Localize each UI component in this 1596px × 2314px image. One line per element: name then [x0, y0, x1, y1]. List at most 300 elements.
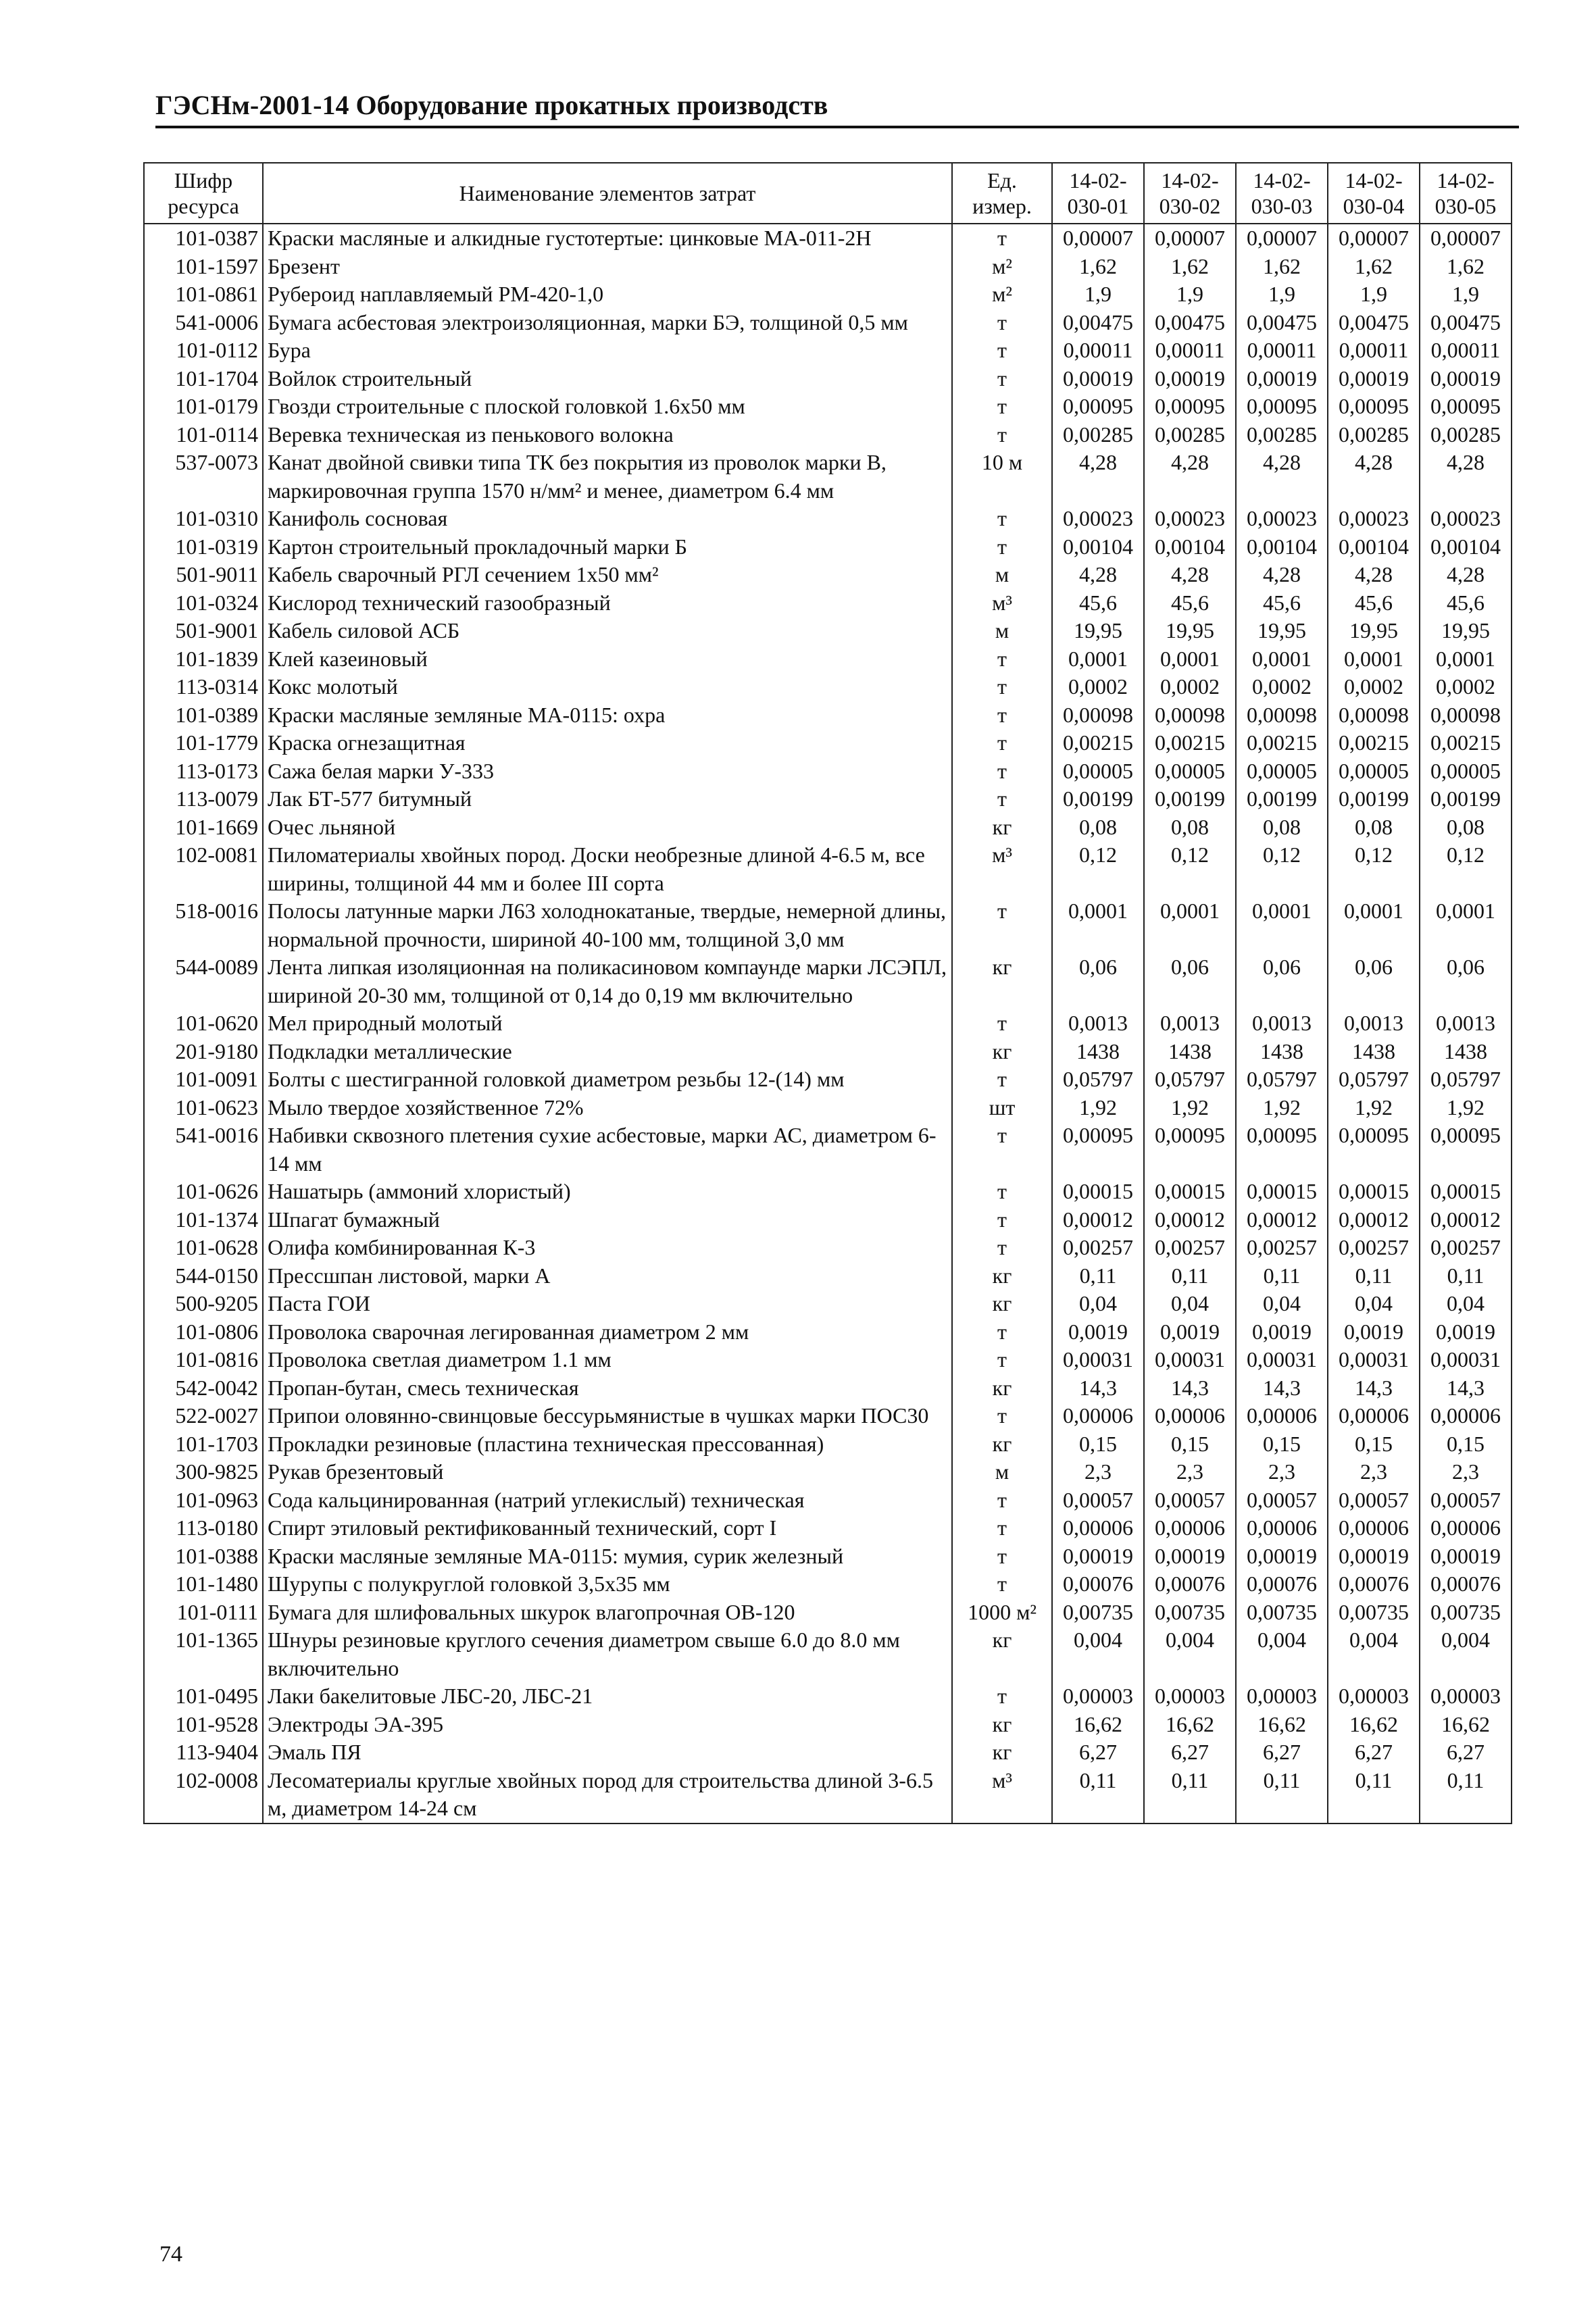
- value-cell-030-05: 0,08: [1420, 813, 1512, 842]
- value-cell-030-04: 0,00057: [1328, 1486, 1420, 1515]
- value-cell-030-01: 1,62: [1052, 253, 1144, 281]
- resource-code-cell: 101-1365: [144, 1626, 263, 1682]
- value-cell-030-03: 0,11: [1236, 1262, 1328, 1290]
- value-cell-030-02: 2,3: [1144, 1458, 1236, 1486]
- resource-name-cell: Олифа комбинированная К-3: [263, 1234, 952, 1262]
- value-cell-030-02: 0,06: [1144, 953, 1236, 1009]
- table-row: [144, 1346, 1512, 1374]
- resource-name-cell: Мыло твердое хозяйственное 72%: [263, 1094, 952, 1122]
- unit-cell: т: [952, 785, 1052, 813]
- value-cell-030-03: 0,00006: [1236, 1514, 1328, 1542]
- table-row: [144, 1486, 1512, 1515]
- table-row: [144, 1094, 1512, 1122]
- value-cell-030-01: 4,28: [1052, 449, 1144, 505]
- value-cell-030-04: 0,0002: [1328, 673, 1420, 701]
- value-cell-030-01: 0,00006: [1052, 1514, 1144, 1542]
- unit-cell: кг: [952, 1430, 1052, 1459]
- value-cell-030-05: 0,15: [1420, 1430, 1512, 1459]
- table-body: [144, 224, 1512, 1823]
- resource-code-cell: 101-1779: [144, 729, 263, 757]
- value-cell-030-01: 6,27: [1052, 1738, 1144, 1767]
- resource-code-cell: 101-0114: [144, 421, 263, 449]
- value-cell-030-04: 0,00012: [1328, 1206, 1420, 1234]
- value-cell-030-02: 0,15: [1144, 1430, 1236, 1459]
- value-cell-030-05: 14,3: [1420, 1374, 1512, 1403]
- resource-code-cell: 501-9001: [144, 617, 263, 645]
- resource-name-cell: Сода кальцинированная (натрий углекислый) техническая: [263, 1486, 952, 1515]
- value-cell-030-01: 0,12: [1052, 841, 1144, 897]
- column-header-030-05: 14-02-030-05: [1420, 163, 1512, 224]
- value-cell-030-05: 0,004: [1420, 1626, 1512, 1682]
- value-cell-030-01: 4,28: [1052, 561, 1144, 589]
- value-cell-030-03: 0,00095: [1236, 1122, 1328, 1178]
- table-row: [144, 729, 1512, 757]
- unit-cell: кг: [952, 1374, 1052, 1403]
- value-cell-030-04: 0,0001: [1328, 645, 1420, 674]
- resource-code-cell: 101-0324: [144, 589, 263, 618]
- value-cell-030-05: 0,00007: [1420, 224, 1512, 253]
- value-cell-030-03: 0,00003: [1236, 1682, 1328, 1711]
- table-row: [144, 1178, 1512, 1206]
- resource-code-cell: 113-0314: [144, 673, 263, 701]
- unit-cell: т: [952, 1346, 1052, 1374]
- value-cell-030-01: 0,08: [1052, 813, 1144, 842]
- value-cell-030-02: 16,62: [1144, 1711, 1236, 1739]
- unit-cell: кг: [952, 1626, 1052, 1682]
- value-cell-030-03: 0,0001: [1236, 897, 1328, 953]
- value-cell-030-04: 0,00007: [1328, 224, 1420, 253]
- value-cell-030-02: 0,04: [1144, 1290, 1236, 1318]
- value-cell-030-05: 0,11: [1420, 1767, 1512, 1823]
- value-cell-030-05: 0,00098: [1420, 701, 1512, 730]
- value-cell-030-04: 0,00199: [1328, 785, 1420, 813]
- resource-name-cell: Прокладки резиновые (пластина техническая прессованная): [263, 1430, 952, 1459]
- value-cell-030-01: 0,00019: [1052, 365, 1144, 393]
- value-cell-030-05: 0,00015: [1420, 1178, 1512, 1206]
- table-row: [144, 505, 1512, 533]
- value-cell-030-05: 0,00003: [1420, 1682, 1512, 1711]
- unit-cell: т: [952, 421, 1052, 449]
- value-cell-030-04: 2,3: [1328, 1458, 1420, 1486]
- value-cell-030-01: 0,00076: [1052, 1570, 1144, 1599]
- table-row: [144, 1318, 1512, 1347]
- value-cell-030-04: 1,92: [1328, 1094, 1420, 1122]
- value-cell-030-01: 0,00257: [1052, 1234, 1144, 1262]
- value-cell-030-03: 4,28: [1236, 449, 1328, 505]
- value-cell-030-05: 1,92: [1420, 1094, 1512, 1122]
- column-header-name: Наименование элементов затрат: [263, 163, 952, 224]
- value-cell-030-04: 0,004: [1328, 1626, 1420, 1682]
- unit-cell: кг: [952, 1711, 1052, 1739]
- resource-code-cell: 101-1669: [144, 813, 263, 842]
- value-cell-030-03: 0,05797: [1236, 1065, 1328, 1094]
- resource-code-cell: 101-0319: [144, 533, 263, 561]
- unit-cell: 1000 м²: [952, 1599, 1052, 1627]
- value-cell-030-01: 0,00475: [1052, 309, 1144, 337]
- value-cell-030-03: 4,28: [1236, 561, 1328, 589]
- value-cell-030-02: 0,00285: [1144, 421, 1236, 449]
- value-cell-030-04: 0,11: [1328, 1767, 1420, 1823]
- table-row: [144, 1542, 1512, 1571]
- value-cell-030-02: 0,00005: [1144, 757, 1236, 786]
- table-row: [144, 1711, 1512, 1739]
- value-cell-030-03: 0,00031: [1236, 1346, 1328, 1374]
- resource-code-cell: 500-9205: [144, 1290, 263, 1318]
- unit-cell: шт: [952, 1094, 1052, 1122]
- resource-code-cell: 542-0042: [144, 1374, 263, 1403]
- value-cell-030-01: 0,11: [1052, 1767, 1144, 1823]
- value-cell-030-03: 16,62: [1236, 1711, 1328, 1739]
- value-cell-030-04: 1,9: [1328, 280, 1420, 309]
- resource-name-cell: Лаки бакелитовые ЛБС-20, ЛБС-21: [263, 1682, 952, 1711]
- resource-code-cell: 544-0089: [144, 953, 263, 1009]
- resource-code-cell: 101-0387: [144, 224, 263, 253]
- value-cell-030-02: 1,62: [1144, 253, 1236, 281]
- unit-cell: м²: [952, 253, 1052, 281]
- value-cell-030-02: 0,0013: [1144, 1009, 1236, 1038]
- resource-code-cell: 518-0016: [144, 897, 263, 953]
- value-cell-030-05: 0,04: [1420, 1290, 1512, 1318]
- value-cell-030-04: 0,06: [1328, 953, 1420, 1009]
- value-cell-030-04: 0,00104: [1328, 533, 1420, 561]
- unit-cell: м: [952, 1458, 1052, 1486]
- table-row: [144, 953, 1512, 1009]
- value-cell-030-03: 1,62: [1236, 253, 1328, 281]
- resource-name-cell: Пиломатериалы хвойных пород. Доски необрезные длиной 4-6.5 м, все ширины, толщиной 44 мм и более III сорта: [263, 841, 952, 897]
- value-cell-030-02: 0,0019: [1144, 1318, 1236, 1347]
- resource-code-cell: 537-0073: [144, 449, 263, 505]
- value-cell-030-03: 0,00007: [1236, 224, 1328, 253]
- value-cell-030-03: 6,27: [1236, 1738, 1328, 1767]
- value-cell-030-04: 0,00031: [1328, 1346, 1420, 1374]
- value-cell-030-04: 19,95: [1328, 617, 1420, 645]
- unit-cell: т: [952, 336, 1052, 365]
- value-cell-030-03: 0,00005: [1236, 757, 1328, 786]
- value-cell-030-03: 0,00199: [1236, 785, 1328, 813]
- column-header-030-04: 14-02-030-04: [1328, 163, 1420, 224]
- table-row: [144, 336, 1512, 365]
- unit-cell: т: [952, 701, 1052, 730]
- value-cell-030-01: 0,0013: [1052, 1009, 1144, 1038]
- header-rule: [155, 126, 1519, 128]
- table-row: [144, 589, 1512, 618]
- value-cell-030-04: 0,0013: [1328, 1009, 1420, 1038]
- value-cell-030-04: 0,00257: [1328, 1234, 1420, 1262]
- resource-code-cell: 101-1703: [144, 1430, 263, 1459]
- value-cell-030-05: 45,6: [1420, 589, 1512, 618]
- resource-code-cell: 113-0173: [144, 757, 263, 786]
- value-cell-030-04: 16,62: [1328, 1711, 1420, 1739]
- table-row: [144, 1682, 1512, 1711]
- resource-name-cell: Краски масляные земляные МА-0115: охра: [263, 701, 952, 730]
- value-cell-030-03: 0,00019: [1236, 1542, 1328, 1571]
- unit-cell: кг: [952, 1290, 1052, 1318]
- value-cell-030-05: 0,00215: [1420, 729, 1512, 757]
- unit-cell: т: [952, 1682, 1052, 1711]
- table-row: [144, 757, 1512, 786]
- value-cell-030-02: 0,004: [1144, 1626, 1236, 1682]
- resource-code-cell: 101-1480: [144, 1570, 263, 1599]
- unit-cell: кг: [952, 953, 1052, 1009]
- table-row: [144, 421, 1512, 449]
- value-cell-030-03: 0,00215: [1236, 729, 1328, 757]
- resource-name-cell: Веревка техническая из пенькового волокна: [263, 421, 952, 449]
- table-row: [144, 1767, 1512, 1823]
- resource-name-cell: Кабель силовой АСБ: [263, 617, 952, 645]
- value-cell-030-02: 0,05797: [1144, 1065, 1236, 1094]
- value-cell-030-02: 0,00006: [1144, 1402, 1236, 1430]
- value-cell-030-02: 0,12: [1144, 841, 1236, 897]
- resource-name-cell: Набивки сквозного плетения сухие асбестовые, марки АС, диаметром 6-14 мм: [263, 1122, 952, 1178]
- value-cell-030-03: 0,00475: [1236, 309, 1328, 337]
- value-cell-030-01: 0,00095: [1052, 1122, 1144, 1178]
- value-cell-030-03: 0,00019: [1236, 365, 1328, 393]
- value-cell-030-04: 0,0001: [1328, 897, 1420, 953]
- unit-cell: т: [952, 729, 1052, 757]
- resource-code-cell: 101-1597: [144, 253, 263, 281]
- unit-cell: кг: [952, 1738, 1052, 1767]
- table-row: [144, 785, 1512, 813]
- resource-code-cell: 501-9011: [144, 561, 263, 589]
- unit-cell: т: [952, 393, 1052, 421]
- value-cell-030-03: 0,00057: [1236, 1486, 1328, 1515]
- resource-name-cell: Бумага для шлифовальных шкурок влагопрочная ОВ-120: [263, 1599, 952, 1627]
- value-cell-030-03: 1,9: [1236, 280, 1328, 309]
- unit-cell: 10 м: [952, 449, 1052, 505]
- value-cell-030-02: 19,95: [1144, 617, 1236, 645]
- value-cell-030-04: 0,00003: [1328, 1682, 1420, 1711]
- value-cell-030-02: 0,00095: [1144, 1122, 1236, 1178]
- value-cell-030-03: 0,0019: [1236, 1318, 1328, 1347]
- value-cell-030-05: 0,00006: [1420, 1402, 1512, 1430]
- table-row: [144, 309, 1512, 337]
- value-cell-030-04: 0,00015: [1328, 1178, 1420, 1206]
- value-cell-030-02: 0,00098: [1144, 701, 1236, 730]
- value-cell-030-03: 0,00098: [1236, 701, 1328, 730]
- value-cell-030-02: 0,00031: [1144, 1346, 1236, 1374]
- resource-code-cell: 101-0091: [144, 1065, 263, 1094]
- value-cell-030-03: 19,95: [1236, 617, 1328, 645]
- table-row: [144, 897, 1512, 953]
- value-cell-030-03: 0,00257: [1236, 1234, 1328, 1262]
- unit-cell: т: [952, 1402, 1052, 1430]
- value-cell-030-03: 1,92: [1236, 1094, 1328, 1122]
- resource-code-cell: 541-0016: [144, 1122, 263, 1178]
- value-cell-030-02: 0,0002: [1144, 673, 1236, 701]
- column-header-030-03: 14-02-030-03: [1236, 163, 1328, 224]
- resource-name-cell: Брезент: [263, 253, 952, 281]
- value-cell-030-01: 0,00015: [1052, 1178, 1144, 1206]
- resource-name-cell: Нашатырь (аммоний хлористый): [263, 1178, 952, 1206]
- value-cell-030-03: 45,6: [1236, 589, 1328, 618]
- value-cell-030-05: 1,9: [1420, 280, 1512, 309]
- resource-name-cell: Шпагат бумажный: [263, 1206, 952, 1234]
- value-cell-030-05: 0,05797: [1420, 1065, 1512, 1094]
- unit-cell: м: [952, 617, 1052, 645]
- value-cell-030-03: 1438: [1236, 1038, 1328, 1066]
- value-cell-030-01: 0,05797: [1052, 1065, 1144, 1094]
- unit-cell: т: [952, 309, 1052, 337]
- value-cell-030-01: 0,00057: [1052, 1486, 1144, 1515]
- value-cell-030-01: 0,00098: [1052, 701, 1144, 730]
- unit-cell: т: [952, 1486, 1052, 1515]
- value-cell-030-04: 0,00011: [1328, 336, 1420, 365]
- table-row: [144, 1122, 1512, 1178]
- column-header-unit: Ед. измер.: [952, 163, 1052, 224]
- value-cell-030-02: 0,00003: [1144, 1682, 1236, 1711]
- value-cell-030-05: 0,00076: [1420, 1570, 1512, 1599]
- value-cell-030-05: 0,00023: [1420, 505, 1512, 533]
- value-cell-030-05: 2,3: [1420, 1458, 1512, 1486]
- value-cell-030-04: 0,05797: [1328, 1065, 1420, 1094]
- value-cell-030-05: 0,00019: [1420, 365, 1512, 393]
- value-cell-030-02: 0,00015: [1144, 1178, 1236, 1206]
- value-cell-030-05: 0,0001: [1420, 897, 1512, 953]
- resource-name-cell: Полосы латунные марки Л63 холоднокатаные, твердые, немерной длины, нормальной прочности, шириной 40-100 мм, толщиной 3,0 мм: [263, 897, 952, 953]
- unit-cell: т: [952, 505, 1052, 533]
- value-cell-030-01: 0,00007: [1052, 224, 1144, 253]
- value-cell-030-01: 16,62: [1052, 1711, 1144, 1739]
- value-cell-030-01: 0,00006: [1052, 1402, 1144, 1430]
- resource-name-cell: Канифоль сосновая: [263, 505, 952, 533]
- value-cell-030-04: 0,00019: [1328, 1542, 1420, 1571]
- resource-name-cell: Краски масляные и алкидные густотертые: цинковые МА-011-2Н: [263, 224, 952, 253]
- table-row: [144, 449, 1512, 505]
- resource-code-cell: 101-0495: [144, 1682, 263, 1711]
- table-row: [144, 561, 1512, 589]
- unit-cell: м³: [952, 1767, 1052, 1823]
- value-cell-030-01: 0,004: [1052, 1626, 1144, 1682]
- value-cell-030-02: 4,28: [1144, 561, 1236, 589]
- value-cell-030-03: 0,00023: [1236, 505, 1328, 533]
- value-cell-030-03: 0,00012: [1236, 1206, 1328, 1234]
- value-cell-030-03: 0,11: [1236, 1767, 1328, 1823]
- unit-cell: кг: [952, 1262, 1052, 1290]
- table-row: [144, 617, 1512, 645]
- resource-code-cell: 101-0389: [144, 701, 263, 730]
- value-cell-030-02: 14,3: [1144, 1374, 1236, 1403]
- value-cell-030-05: 0,00199: [1420, 785, 1512, 813]
- resource-code-cell: 101-1839: [144, 645, 263, 674]
- value-cell-030-05: 0,00006: [1420, 1514, 1512, 1542]
- value-cell-030-03: 0,0001: [1236, 645, 1328, 674]
- table-row: [144, 701, 1512, 730]
- table-row: [144, 1402, 1512, 1430]
- page-title: ГЭСНм-2001-14 Оборудование прокатных производств: [155, 90, 828, 120]
- resource-name-cell: Эмаль ПЯ: [263, 1738, 952, 1767]
- value-cell-030-05: 0,00019: [1420, 1542, 1512, 1571]
- unit-cell: т: [952, 897, 1052, 953]
- unit-cell: т: [952, 757, 1052, 786]
- unit-cell: т: [952, 1178, 1052, 1206]
- value-cell-030-03: 0,004: [1236, 1626, 1328, 1682]
- table-row: [144, 253, 1512, 281]
- table-row: [144, 673, 1512, 701]
- value-cell-030-04: 6,27: [1328, 1738, 1420, 1767]
- resource-code-cell: 101-0806: [144, 1318, 263, 1347]
- resource-name-cell: Лак БТ-577 битумный: [263, 785, 952, 813]
- value-cell-030-05: 4,28: [1420, 561, 1512, 589]
- value-cell-030-03: 0,00006: [1236, 1402, 1328, 1430]
- value-cell-030-02: 0,00023: [1144, 505, 1236, 533]
- table-header-row: [144, 163, 1512, 224]
- value-cell-030-01: 0,00735: [1052, 1599, 1144, 1627]
- resource-name-cell: Сажа белая марки У-333: [263, 757, 952, 786]
- value-cell-030-04: 0,11: [1328, 1262, 1420, 1290]
- value-cell-030-03: 0,12: [1236, 841, 1328, 897]
- resource-name-cell: Кислород технический газообразный: [263, 589, 952, 618]
- value-cell-030-03: 0,08: [1236, 813, 1328, 842]
- value-cell-030-05: 0,00257: [1420, 1234, 1512, 1262]
- value-cell-030-02: 0,00006: [1144, 1514, 1236, 1542]
- unit-cell: т: [952, 645, 1052, 674]
- value-cell-030-02: 0,0001: [1144, 897, 1236, 953]
- unit-cell: м³: [952, 841, 1052, 897]
- resource-code-cell: 101-0388: [144, 1542, 263, 1571]
- unit-cell: т: [952, 1542, 1052, 1571]
- value-cell-030-02: 0,11: [1144, 1262, 1236, 1290]
- value-cell-030-05: 0,00285: [1420, 421, 1512, 449]
- resource-name-cell: Проволока светлая диаметром 1.1 мм: [263, 1346, 952, 1374]
- value-cell-030-02: 0,08: [1144, 813, 1236, 842]
- value-cell-030-05: 0,00057: [1420, 1486, 1512, 1515]
- table-row: [144, 1290, 1512, 1318]
- value-cell-030-02: 0,00007: [1144, 224, 1236, 253]
- resource-name-cell: Мел природный молотый: [263, 1009, 952, 1038]
- resource-name-cell: Шнуры резиновые круглого сечения диаметром свыше 6.0 до 8.0 мм включительно: [263, 1626, 952, 1682]
- value-cell-030-05: 0,12: [1420, 841, 1512, 897]
- value-cell-030-01: 0,00285: [1052, 421, 1144, 449]
- value-cell-030-02: 0,0001: [1144, 645, 1236, 674]
- value-cell-030-01: 0,00011: [1052, 336, 1144, 365]
- value-cell-030-03: 0,00011: [1236, 336, 1328, 365]
- value-cell-030-02: 0,00095: [1144, 393, 1236, 421]
- unit-cell: м³: [952, 589, 1052, 618]
- value-cell-030-05: 0,00104: [1420, 533, 1512, 561]
- value-cell-030-05: 0,00095: [1420, 393, 1512, 421]
- resource-name-cell: Кокс молотый: [263, 673, 952, 701]
- unit-cell: т: [952, 1122, 1052, 1178]
- resource-name-cell: Проволока сварочная легированная диаметром 2 мм: [263, 1318, 952, 1347]
- value-cell-030-01: 0,00031: [1052, 1346, 1144, 1374]
- value-cell-030-02: 0,00199: [1144, 785, 1236, 813]
- value-cell-030-02: 0,00012: [1144, 1206, 1236, 1234]
- value-cell-030-04: 0,00735: [1328, 1599, 1420, 1627]
- resource-code-cell: 113-0079: [144, 785, 263, 813]
- unit-cell: кг: [952, 1038, 1052, 1066]
- value-cell-030-01: 0,00023: [1052, 505, 1144, 533]
- value-cell-030-01: 0,11: [1052, 1262, 1144, 1290]
- value-cell-030-04: 0,00475: [1328, 309, 1420, 337]
- resource-code-cell: 101-0626: [144, 1178, 263, 1206]
- value-cell-030-01: 0,0019: [1052, 1318, 1144, 1347]
- value-cell-030-01: 2,3: [1052, 1458, 1144, 1486]
- resource-name-cell: Рукав брезентовый: [263, 1458, 952, 1486]
- resource-name-cell: Прессшпан листовой, марки А: [263, 1262, 952, 1290]
- resource-name-cell: Электроды ЭА-395: [263, 1711, 952, 1739]
- resource-code-cell: 101-0623: [144, 1094, 263, 1122]
- value-cell-030-05: 1438: [1420, 1038, 1512, 1066]
- resource-code-cell: 101-0111: [144, 1599, 263, 1627]
- value-cell-030-04: 0,00006: [1328, 1514, 1420, 1542]
- resource-name-cell: Спирт этиловый ректификованный технический, сорт I: [263, 1514, 952, 1542]
- resource-code-cell: 101-0628: [144, 1234, 263, 1262]
- value-cell-030-04: 0,00095: [1328, 393, 1420, 421]
- value-cell-030-05: 6,27: [1420, 1738, 1512, 1767]
- resource-code-cell: 522-0027: [144, 1402, 263, 1430]
- value-cell-030-04: 0,00006: [1328, 1402, 1420, 1430]
- value-cell-030-02: 1438: [1144, 1038, 1236, 1066]
